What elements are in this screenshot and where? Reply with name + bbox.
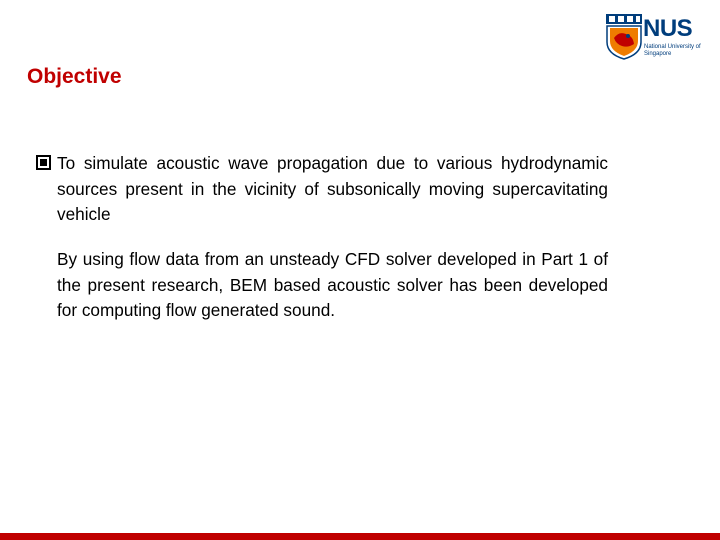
checkbox-bullet-icon xyxy=(36,155,51,170)
logo-subtitle: National University of Singapore xyxy=(644,44,701,57)
nus-logo xyxy=(606,14,716,64)
bullet-text: To simulate acoustic wave propagation due to various hydrodynamic sources present in the vicinity of subsonically moving supercavitating vehicle xyxy=(57,153,608,224)
nus-crest-icon xyxy=(606,14,642,60)
slide-title: Objective xyxy=(27,65,122,88)
bottom-accent-bar xyxy=(0,533,720,540)
bullet-item xyxy=(36,151,608,228)
logo-wordmark: NUS xyxy=(643,15,693,42)
body-paragraph: By using flow data from an unsteady CFD solver developed in Part 1 of the present research, BEM based acoustic solver has been developed for computing flow generated sound. xyxy=(57,249,608,320)
